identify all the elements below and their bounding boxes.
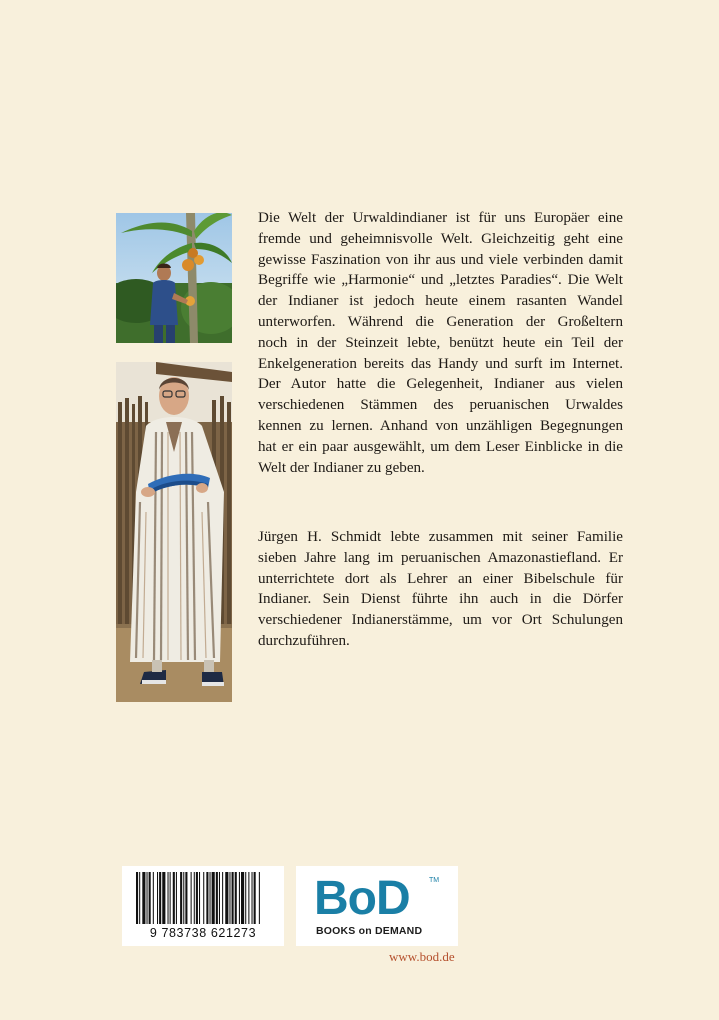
description-line: Enkelgeneration bereits das Handy und surft im Internet.: [258, 355, 623, 372]
description-line: Welt der Indianer zu geben.: [258, 459, 425, 476]
bio-line: Indianer. Sein Dienst führte ihn auch in die Dörfer: [258, 591, 623, 608]
description-line: Der Autor hatte die Gelegenheit, Indianer aus vielen: [258, 376, 623, 393]
description-line: Die Welt der Urwaldindianer ist für uns Europäer eine: [258, 210, 623, 226]
photo-author: [116, 362, 232, 702]
description-line: Begriffe wie „Harmonie“ und „letztes Paradies“. Die Welt: [258, 272, 623, 289]
photo-author-image: [116, 362, 232, 702]
photo-boy-papaya-tree: [116, 213, 232, 343]
bio-line: Jürgen H. Schmidt lebte zusammen mit seiner Familie: [258, 529, 623, 545]
bio-line: sieben Jahre lang im peruanischen Amazonastiefland. Er: [258, 549, 623, 566]
description-line: hat er ein paar ausgewählt, um dem Leser Einblicke in die: [258, 438, 623, 455]
description-line: kennen zu lernen. Anhand von unzähligen Begegnungen: [258, 417, 623, 434]
description-line: fremde und geheimnisvolle Welt. Gleichzeitig geht eine: [258, 230, 623, 247]
isbn-number: 9 783738 621273: [149, 926, 257, 940]
barcode-bars: [122, 866, 284, 926]
description-line: gewisse Faszination von ihr aus und viele verbinden damit: [258, 251, 623, 268]
description-line: noch in der Steinzeit lebte, benützt heute ein Teil der: [258, 334, 623, 351]
description-line: unterworfen. Während die Generation der Großeltern: [258, 313, 623, 330]
trademark-mark: TM: [429, 877, 440, 884]
publisher-tagline: BOOKS on DEMAND: [316, 925, 423, 937]
photo-boy-papaya-tree-image: [116, 213, 232, 343]
isbn-barcode: [122, 866, 284, 946]
description-line: verschiedenen Stämmen des peruanischen Urwaldes: [258, 397, 623, 414]
bio-line: durchzuführen.: [258, 632, 350, 649]
author-bio-paragraph: [258, 527, 623, 652]
publisher-website-link[interactable]: www.bod.de: [389, 949, 455, 964]
description-line: der Indianer ist jedoch heute einem rasanten Wandel: [258, 293, 623, 310]
publisher-logo-box: [296, 866, 458, 946]
bio-line: unterrichtete dort als Lehrer an einer Bibelschule für: [258, 570, 623, 587]
bio-line: verschiedener Indianerstämme, um vor Ort Schulungen: [258, 612, 623, 629]
description-paragraph: [258, 208, 623, 478]
bod-logo: BoD: [314, 872, 410, 925]
